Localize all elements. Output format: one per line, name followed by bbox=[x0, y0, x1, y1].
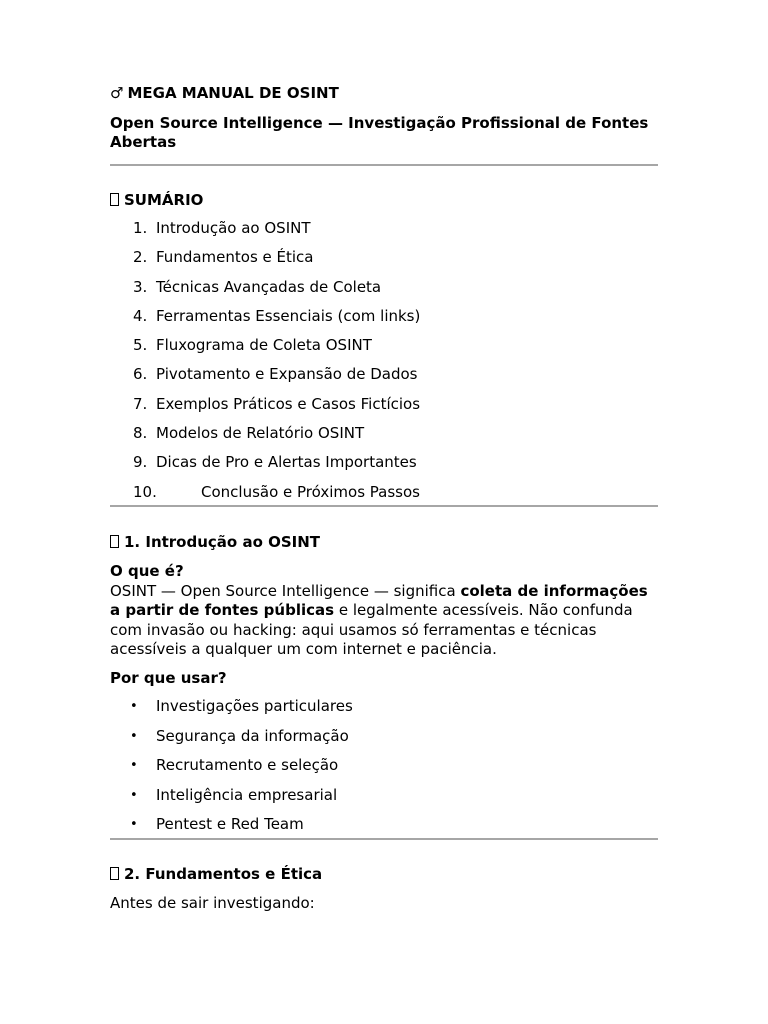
section-1-heading-text: 1. Introdução ao OSINT bbox=[124, 532, 321, 551]
list-item-label: Investigações particulares bbox=[156, 697, 353, 716]
list-item bbox=[110, 697, 658, 727]
summary-item-label: Pivotamento e Expansão de Dados bbox=[156, 365, 418, 384]
summary-item-number: 1. bbox=[133, 219, 148, 237]
section-2-heading bbox=[110, 865, 658, 885]
summary-item-label: Dicas de Pro e Alertas Importantes bbox=[156, 453, 417, 472]
document-content bbox=[110, 84, 658, 914]
summary-heading bbox=[110, 191, 658, 211]
document-title bbox=[110, 84, 658, 104]
bullet-icon: • bbox=[130, 699, 138, 715]
summary-item-label: Conclusão e Próximos Passos bbox=[201, 482, 420, 501]
summary-item-number: 3. bbox=[133, 277, 148, 296]
summary-item bbox=[110, 307, 658, 336]
summary-item-label: Introdução ao OSINT bbox=[156, 219, 311, 237]
missing-glyph-icon bbox=[110, 535, 119, 548]
uses-list bbox=[110, 697, 658, 845]
summary-item-number: 6. bbox=[133, 365, 148, 384]
summary-item-label: Técnicas Avançadas de Coleta bbox=[156, 277, 382, 296]
list-item bbox=[110, 786, 658, 816]
document-title-text: MEGA MANUAL DE OSINT bbox=[127, 84, 339, 102]
intro-paragraph-end: e legalmente acessíveis. Não confunda com invasão ou hacking: aqui usamos só ferramentas e técnicas acessíveis a qualquer um com internet e paciência. bbox=[110, 601, 633, 659]
question-what-is: O que é? bbox=[110, 562, 184, 581]
document-subtitle: Open Source Intelligence — Investigação Profissional de Fontes Abertas bbox=[110, 113, 649, 151]
bullet-icon: • bbox=[130, 728, 138, 744]
summary-item bbox=[110, 278, 658, 307]
summary-item-number: 9. bbox=[133, 453, 148, 472]
list-item-label: Segurança da informação bbox=[156, 726, 349, 745]
list-item-label: Pentest e Red Team bbox=[156, 815, 304, 834]
summary-item-number: 2. bbox=[133, 248, 148, 267]
summary-item bbox=[110, 365, 658, 394]
missing-glyph-icon bbox=[110, 867, 119, 880]
summary-item bbox=[110, 248, 658, 277]
summary-item bbox=[110, 219, 658, 248]
section-2-heading-text: 2. Fundamentos e Ética bbox=[124, 864, 323, 883]
bullet-icon: • bbox=[130, 758, 138, 774]
summary-item-label: Modelos de Relatório OSINT bbox=[156, 424, 365, 443]
summary-item-number: 5. bbox=[133, 336, 148, 355]
intro-paragraph bbox=[110, 582, 658, 660]
list-item bbox=[110, 815, 658, 845]
intro-paragraph-start: OSINT — Open Source Intelligence — significa bbox=[110, 581, 461, 600]
summary-item-label: Fluxograma de Coleta OSINT bbox=[156, 336, 372, 355]
list-item-label: Recrutamento e seleção bbox=[156, 756, 339, 775]
list-item bbox=[110, 756, 658, 786]
summary-item bbox=[110, 336, 658, 365]
summary-item-number: 8. bbox=[133, 424, 148, 443]
intro-paragraph-bold: coleta de informações a partir de fontes públicas bbox=[110, 581, 648, 620]
male-symbol-icon: ♂ bbox=[110, 84, 124, 102]
summary-item bbox=[110, 453, 658, 482]
missing-glyph-icon bbox=[110, 193, 119, 206]
summary-item bbox=[110, 483, 658, 512]
bullet-icon: • bbox=[130, 817, 138, 833]
divider bbox=[110, 164, 658, 166]
section-2-intro: Antes de sair investigando: bbox=[110, 894, 315, 913]
summary-item-label: Fundamentos e Ética bbox=[156, 248, 314, 267]
question-why-use: Por que usar? bbox=[110, 668, 227, 687]
summary-item bbox=[110, 424, 658, 453]
list-item bbox=[110, 727, 658, 757]
summary-item-number: 10. bbox=[133, 482, 157, 501]
summary-item-label: Ferramentas Essenciais (com links) bbox=[156, 306, 421, 325]
bullet-icon: • bbox=[130, 787, 138, 803]
summary-item-number: 4. bbox=[133, 306, 148, 325]
summary-item bbox=[110, 395, 658, 424]
summary-item-label: Exemplos Práticos e Casos Fictícios bbox=[156, 394, 421, 413]
section-1-heading bbox=[110, 533, 658, 553]
summary-item-number: 7. bbox=[133, 394, 148, 413]
summary-heading-text: SUMÁRIO bbox=[124, 190, 204, 209]
list-item-label: Inteligência empresarial bbox=[156, 785, 338, 804]
summary-list bbox=[110, 219, 658, 512]
